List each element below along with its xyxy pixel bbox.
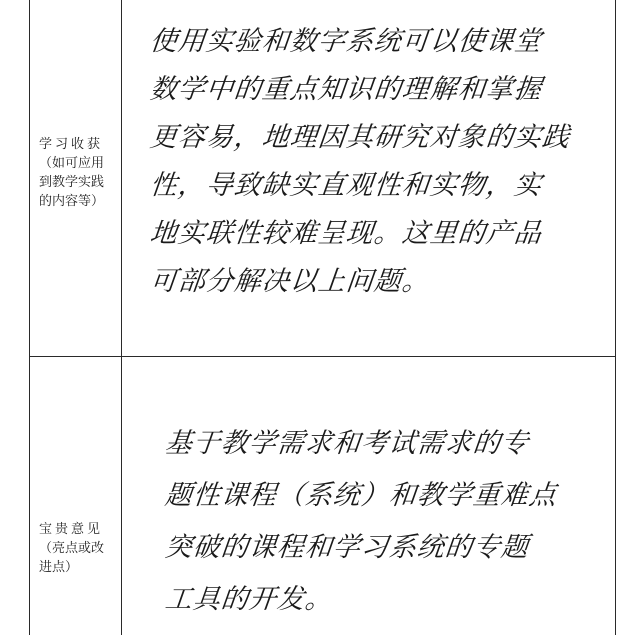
label-note-line: （如可应用 bbox=[39, 156, 105, 171]
handwritten-line: 地实联性较难呈现。这里的产品 bbox=[148, 218, 544, 249]
label-note-line: 到教学实践 bbox=[39, 175, 105, 190]
handwritten-line: 题性课程（系统）和教学重难点 bbox=[163, 480, 559, 511]
label-title: 宝贵意见 bbox=[39, 522, 104, 537]
handwritten-line: 工具的开发。 bbox=[163, 584, 335, 615]
handwritten-answer-valuable-opinions bbox=[165, 418, 625, 626]
handwritten-line: 性，导致缺实直观性和实物，实 bbox=[148, 170, 544, 201]
column-divider bbox=[121, 0, 122, 635]
handwritten-line: 更容易，地理因其研究对象的实践 bbox=[148, 122, 572, 153]
label-note-line: 的内容等） bbox=[39, 194, 105, 209]
label-note-line: （亮点或改 bbox=[39, 541, 105, 556]
handwritten-line: 突破的课程和学习系统的专题 bbox=[163, 532, 531, 563]
label-note-line: 进点） bbox=[39, 560, 79, 575]
row-divider bbox=[29, 356, 616, 357]
handwritten-line: 使用实验和数字系统可以使课堂 bbox=[148, 26, 544, 57]
handwritten-answer-learning-gains bbox=[150, 18, 610, 306]
handwritten-line: 可部分解决以上问题。 bbox=[148, 266, 432, 297]
handwritten-line: 基于教学需求和考试需求的专 bbox=[163, 428, 531, 459]
handwritten-line: 数学中的重点知识的理解和掌握 bbox=[148, 74, 544, 105]
label-valuable-opinions bbox=[29, 520, 121, 577]
label-learning-gains bbox=[29, 135, 121, 211]
label-title: 学习收获 bbox=[39, 137, 104, 152]
